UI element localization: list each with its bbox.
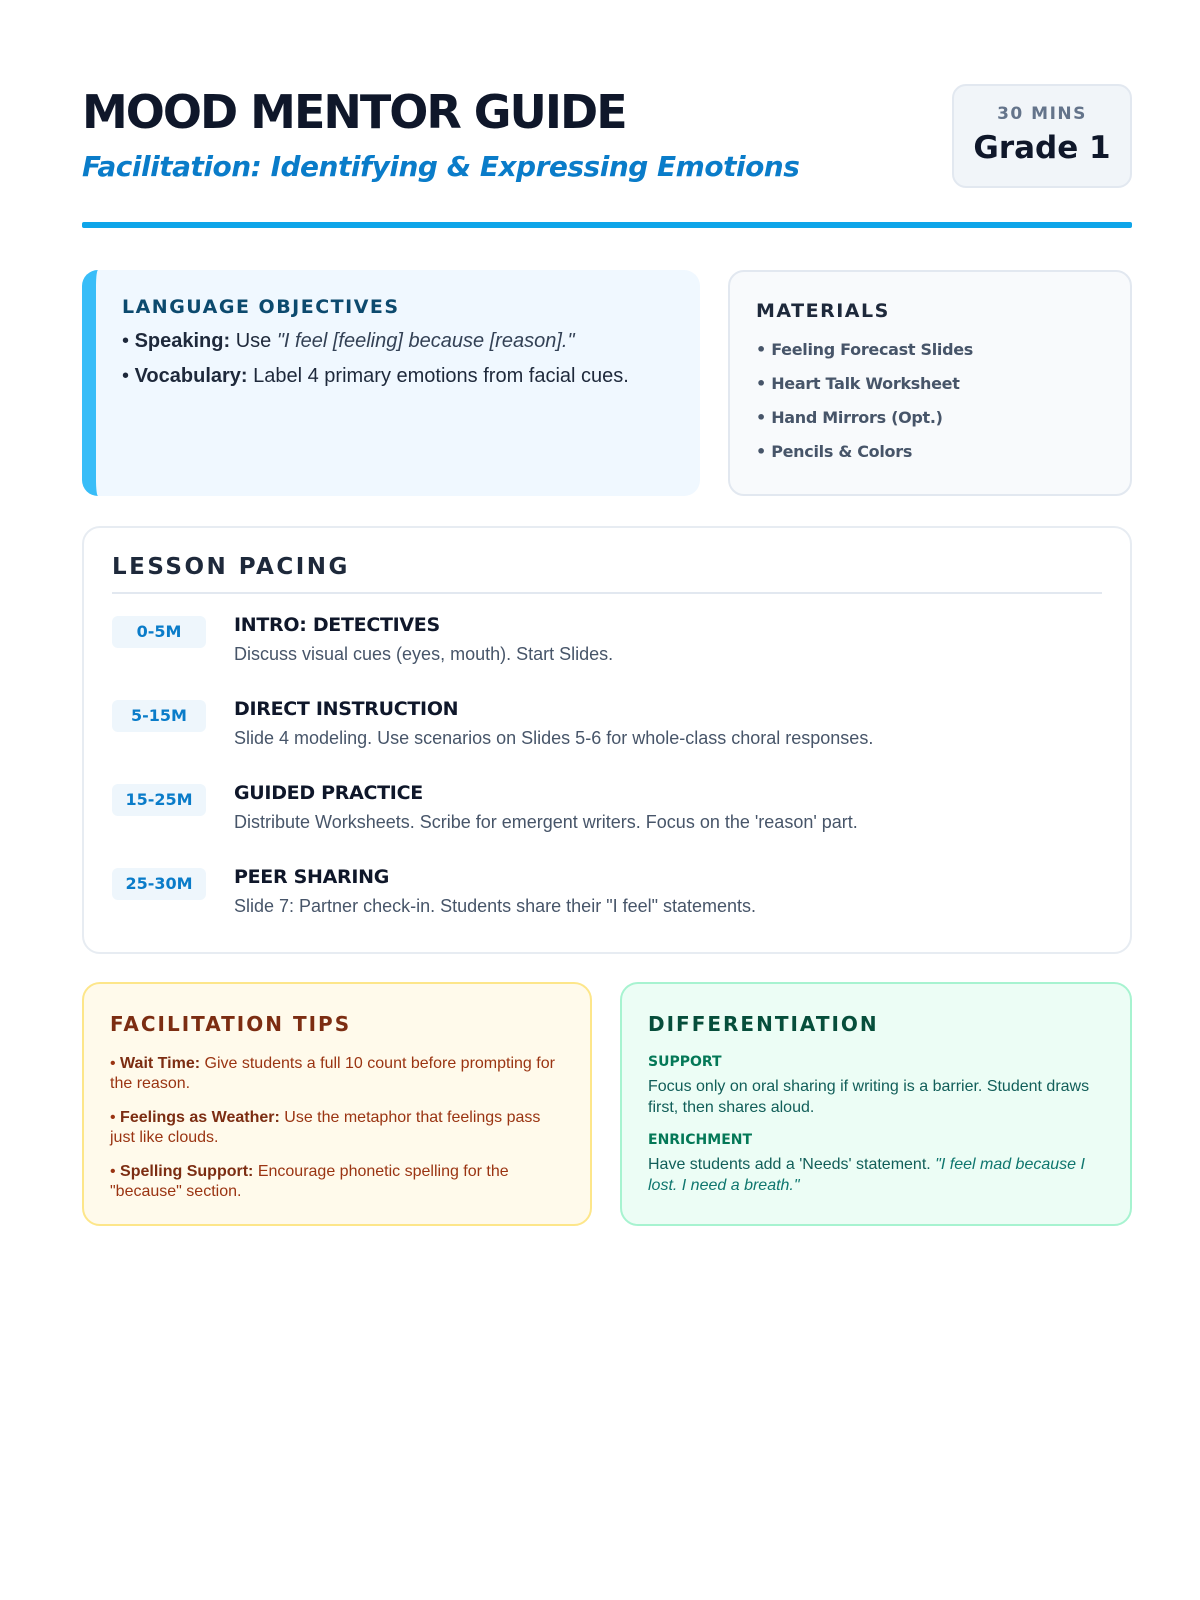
pacing-row: [112, 698, 1102, 782]
bullet: •: [110, 1055, 121, 1072]
objective-emphasis: "I feel [feeling] because [reason].": [276, 330, 575, 352]
material-item: • Hand Mirrors (Opt.): [756, 408, 943, 427]
objective-label: Speaking:: [134, 330, 231, 352]
objective-text: Use: [235, 330, 277, 352]
objective-item: [122, 365, 676, 388]
tips-heading: FACILITATION TIPS: [110, 1012, 352, 1036]
objectives-heading: LANGUAGE OBJECTIVES: [122, 296, 400, 318]
pacing-title: PEER SHARING: [234, 866, 390, 888]
tip-label: Spelling Support:: [120, 1163, 254, 1180]
grade-badge: [952, 84, 1132, 188]
material-item: • Pencils & Colors: [756, 442, 913, 461]
bullet: •: [122, 330, 135, 352]
pacing-heading: LESSON PACING: [112, 554, 350, 580]
bullet: •: [122, 365, 135, 387]
time-badge: 0-5M: [112, 616, 206, 648]
pacing-divider: [112, 592, 1102, 594]
tip-item: [110, 1054, 564, 1094]
time-badge: 15-25M: [112, 784, 206, 816]
differentiation-card: [620, 982, 1132, 1226]
materials-heading: MATERIALS: [756, 300, 890, 322]
enrichment-example: "I feel mad because I lost. I need a breath.": [648, 1156, 1085, 1194]
support-label: SUPPORT: [648, 1054, 722, 1070]
duration-label: 30 MINS: [997, 104, 1087, 124]
pacing-row: [112, 866, 1102, 950]
page-subtitle: Facilitation: Identifying & Expressing Emotions: [82, 150, 800, 183]
tip-label: Feelings as Weather:: [120, 1109, 280, 1126]
materials-list: [756, 340, 1104, 461]
pacing-row: [112, 782, 1102, 866]
lesson-pacing-card: [82, 526, 1132, 954]
tip-item: [110, 1162, 564, 1202]
tip-label: Wait Time:: [120, 1055, 201, 1072]
language-objectives-card: [82, 270, 700, 496]
page-title: MOOD MENTOR GUIDE: [82, 85, 626, 139]
facilitation-tips-card: [82, 982, 592, 1226]
grade-label: Grade 1: [973, 130, 1111, 166]
enrichment-text: Have students add a 'Needs' statement.: [648, 1156, 936, 1173]
tip-text: Use the metaphor that feelings pass just like clouds.: [110, 1109, 541, 1146]
tip-text: Give students a full 10 count before prompting for the reason.: [110, 1055, 555, 1092]
material-item: • Feeling Forecast Slides: [756, 340, 974, 359]
pacing-row: [112, 614, 1102, 698]
time-badge: 25-30M: [112, 868, 206, 900]
pacing-title: GUIDED PRACTICE: [234, 782, 423, 804]
pacing-description: Slide 7: Partner check-in. Students share their "I feel" statements.: [234, 896, 757, 916]
objective-text: Label 4 primary emotions from facial cues.: [253, 365, 629, 387]
tip-item: [110, 1108, 564, 1148]
objective-item: [122, 330, 676, 353]
pacing-description: Slide 4 modeling. Use scenarios on Slides 5-6 for whole-class choral responses.: [234, 728, 874, 748]
pacing-description: Discuss visual cues (eyes, mouth). Start Slides.: [234, 644, 614, 664]
differentiation-heading: DIFFERENTIATION: [648, 1012, 879, 1036]
pacing-rows: [112, 614, 1102, 950]
pacing-title: DIRECT INSTRUCTION: [234, 698, 459, 720]
bullet: •: [110, 1109, 121, 1126]
bullet: •: [110, 1163, 121, 1180]
materials-card: [728, 270, 1132, 496]
objective-label: Vocabulary:: [134, 365, 248, 387]
material-item: • Heart Talk Worksheet: [756, 374, 960, 393]
header-divider: [82, 222, 1132, 228]
pacing-title: INTRO: DETECTIVES: [234, 614, 440, 636]
tip-text: Encourage phonetic spelling for the "because" section.: [110, 1163, 509, 1200]
support-text: Focus only on oral sharing if writing is a barrier. Student draws first, then shares aloud.: [648, 1078, 1090, 1116]
pacing-description: Distribute Worksheets. Scribe for emergent writers. Focus on the 'reason' part.: [234, 812, 858, 832]
enrichment-label: ENRICHMENT: [648, 1132, 753, 1148]
enrichment-paragraph: [648, 1154, 1104, 1196]
time-badge: 5-15M: [112, 700, 206, 732]
